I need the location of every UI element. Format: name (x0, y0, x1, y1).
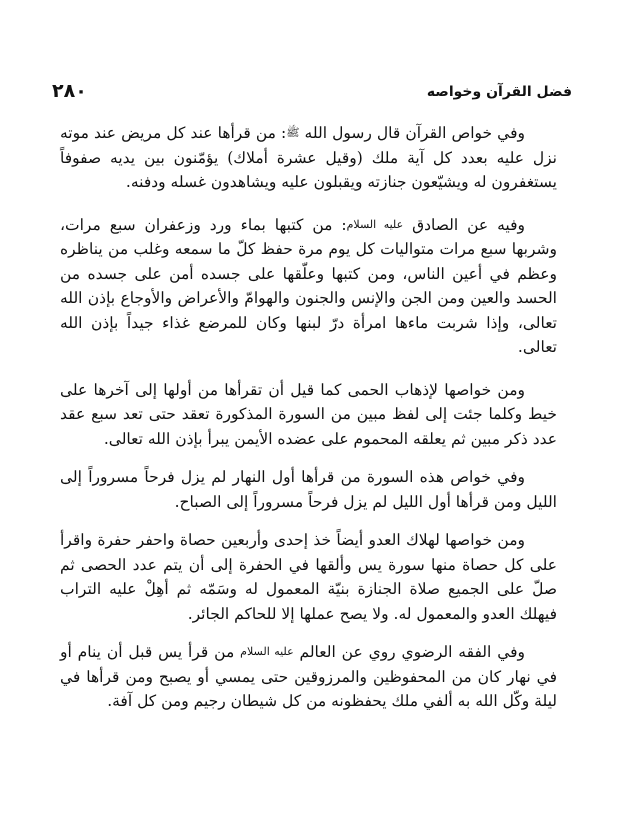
page-header (52, 80, 572, 106)
body-text (60, 121, 557, 728)
honorific-mark: عليه السلام (240, 645, 294, 658)
paragraph-1 (60, 121, 557, 195)
paragraph-1-rest: : من قرأها عند كل مريض عند موته نزل عليه بعدد كل آية ملك (وقيل عشرة أملاك) يؤمّنون بين يديه صفوفاً يستغفرون له ويشيّعون جنازته ويقبلون عليه ويشاهدون غسله ودفنه. (60, 124, 557, 191)
paragraph-2 (60, 213, 557, 360)
page-number: ٢٨٠ (52, 80, 87, 102)
honorific-mark: عليه السلام (346, 217, 404, 231)
paragraph-2-start: وفيه عن الصادق (403, 215, 525, 234)
paragraph-6-start: وفي الفقه الرضوي روي عن العالم (293, 643, 526, 661)
paragraph-5: ومن خواصها لهلاك العدو أيضاً خذ إحدى وأربعين حصاة واحفر حفرة واقرأ على كل حصاة منها سورة يس وألقها في الحفرة إلى أن يتم عدد الحصى ثم صلّ على الجميع صلاة الجنازة بنيّة المعمول له وسَمّه ثم أهِلْ عليه التراب فيهلك العدو والمعمول له. ولا يصح عملها إلا للحاكم الجائر. (60, 531, 557, 623)
honorific-mark: ﷺ (286, 126, 300, 139)
paragraph-4: وفي خواص هذه السورة من قرأها أول النهار لم يزل فرحاً مسروراً إلى الليل ومن قرأها أول الليل لم يزل فرحاً مسروراً إلى الصباح. (60, 468, 557, 511)
running-title: فضل القرآن وخواصه (426, 84, 572, 100)
paragraph-1-start: وفي خواص القرآن قال رسول الله (299, 124, 525, 142)
paragraph-3: ومن خواصها لإذهاب الحمى كما قيل أن تقرأها من أولها إلى آخرها على خيط وكلما جئت إلى لفظ مبين من السورة المذكورة تعقد حتى تعد سبع عقد عدد ذكر مبين ثم يعلقه المحموم على عضده الأيمن يبرأ بإذن الله تعالى. (60, 380, 557, 448)
paragraph-6-rest: من قرأ يس قبل أن ينام أو في نهار كان من المحفوظين والمرزوقين حتى يمسي أو يصبح ومن قرأها في ليلة وكّل الله به ألفي ملك يحفظونه من كل شيطان رجيم ومن كل آفة. (60, 643, 557, 710)
paragraph-6 (60, 640, 557, 714)
paragraph-2-rest: : من كتبها بماء ورد وزعفران سبع مرات، وشربها سبع مرات متواليات كل يوم مرة حفظ كلّ ما سمعه وغلب من يناظره وعظم في أعين الناس، ومن كتبها وعلّقها على جسده أمن على جسده من الحسد والعين ومن الجن والإنس والجنون والهوامّ والأعراض والأوجاع بإذن الله تعالى، وإذا شربت ماءها امرأة درّ لبنها وكان للمرضع غذاء جيداً بإذن الله تعالى. (60, 215, 557, 356)
